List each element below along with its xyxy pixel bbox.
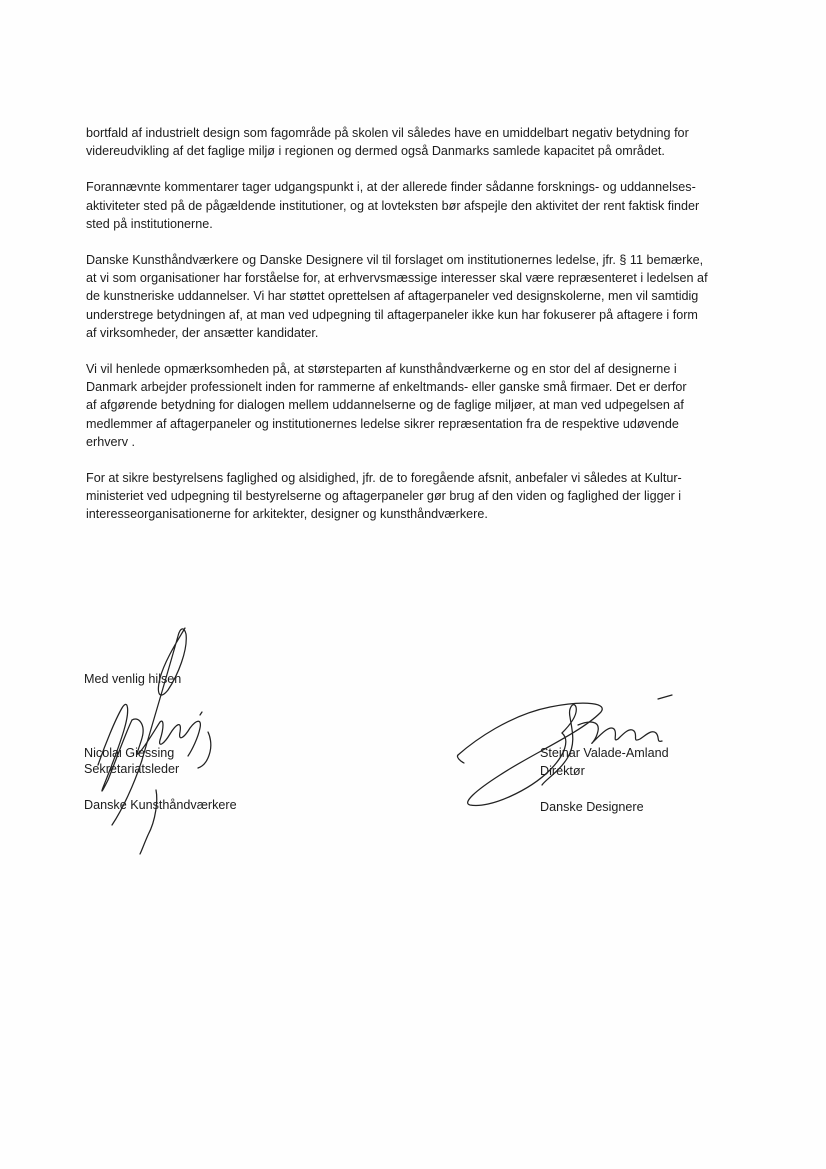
text-line: de kunstneriske uddannelser. Vi har støttet oprettelsen af aftagerpaneler ved designskolerne, men vil samtidig [86, 289, 699, 304]
letter-body [86, 124, 756, 542]
text-line: sted på institutionerne. [86, 216, 213, 231]
signatory-name-left: Nicolai Giessing [84, 746, 175, 760]
text-line: aktiviteter sted på de pågældende institutioner, og at lovteksten bør afspejle den aktivitet der rent faktisk finder [86, 198, 700, 213]
signatory-title-left: Sekretariatsleder [84, 762, 180, 776]
paragraph-2 [86, 178, 756, 233]
text-line: medlemmer af aftagerpaneler og institutionernes ledelse sikrer repræsentation fra de respektive udøvende [86, 416, 679, 431]
text-line: For at sikre bestyrelsens faglighed og alsidighed, jfr. de to foregående afsnit, anbefaler vi således at Kultur- [86, 471, 682, 486]
text-line: understrege betydningen af, at man ved udpegning til aftagerpaneler ikke kun har fokuserer på aftagere i form [86, 307, 698, 322]
signatory-org-right: Danske Designere [540, 800, 644, 814]
closing-greeting: Med venlig hilsen [84, 672, 182, 686]
signatory-title-right: Direktør [540, 764, 585, 778]
text-line: at vi som organisationer har forståelse for, at erhvervsmæssige interesser skal være repræsenteret i ledelsen af [86, 271, 708, 286]
text-line: interesseorganisationerne for arkitekter, designer og kunsthåndværkere. [86, 507, 488, 522]
text-line: Vi vil henlede opmærksomheden på, at størsteparten af kunsthåndværkerne og en stor del af designerne i [86, 362, 677, 377]
text-line: af afgørende betydning for dialogen mellem uddannelserne og de faglige miljøer, at man ved udpegelsen af [86, 398, 684, 413]
signatory-name-right: Steinar Valade-Amland [540, 746, 669, 760]
text-line: Danske Kunsthåndværkere og Danske Designere vil til forslaget om institutionernes ledelse, jfr. § 11 bemærke, [86, 253, 704, 268]
paragraph-1 [86, 124, 756, 160]
paragraph-3 [86, 251, 756, 342]
text-line: Forannævnte kommentarer tager udgangspunkt i, at der allerede finder sådanne forsknings- og uddannelses- [86, 180, 696, 195]
text-line: erhverv . [86, 434, 135, 449]
signatory-org-left: Danske Kunsthåndværkere [84, 798, 237, 812]
paragraph-5 [86, 469, 756, 524]
text-line: af virksomheder, der ansætter kandidater. [86, 325, 319, 340]
text-line: ministeriet ved udpegning til bestyrelserne og aftagerpaneler gør brug af den viden og faglighed der ligger i [86, 489, 682, 504]
text-line: bortfald af industrielt design som fagområde på skolen vil således have en umiddelbart negativ betydning for [86, 126, 689, 140]
signature-right [450, 685, 690, 815]
text-line: videreudvikling af det faglige miljø i regionen og dermed også Danmarks samlede kapacitet på området. [86, 144, 665, 159]
text-line: Danmark arbejder professionelt inden for rammerne af enkeltmands- eller ganske små firmaer. Det er derfor [86, 380, 687, 395]
signature-left [60, 620, 230, 860]
paragraph-4 [86, 360, 756, 451]
